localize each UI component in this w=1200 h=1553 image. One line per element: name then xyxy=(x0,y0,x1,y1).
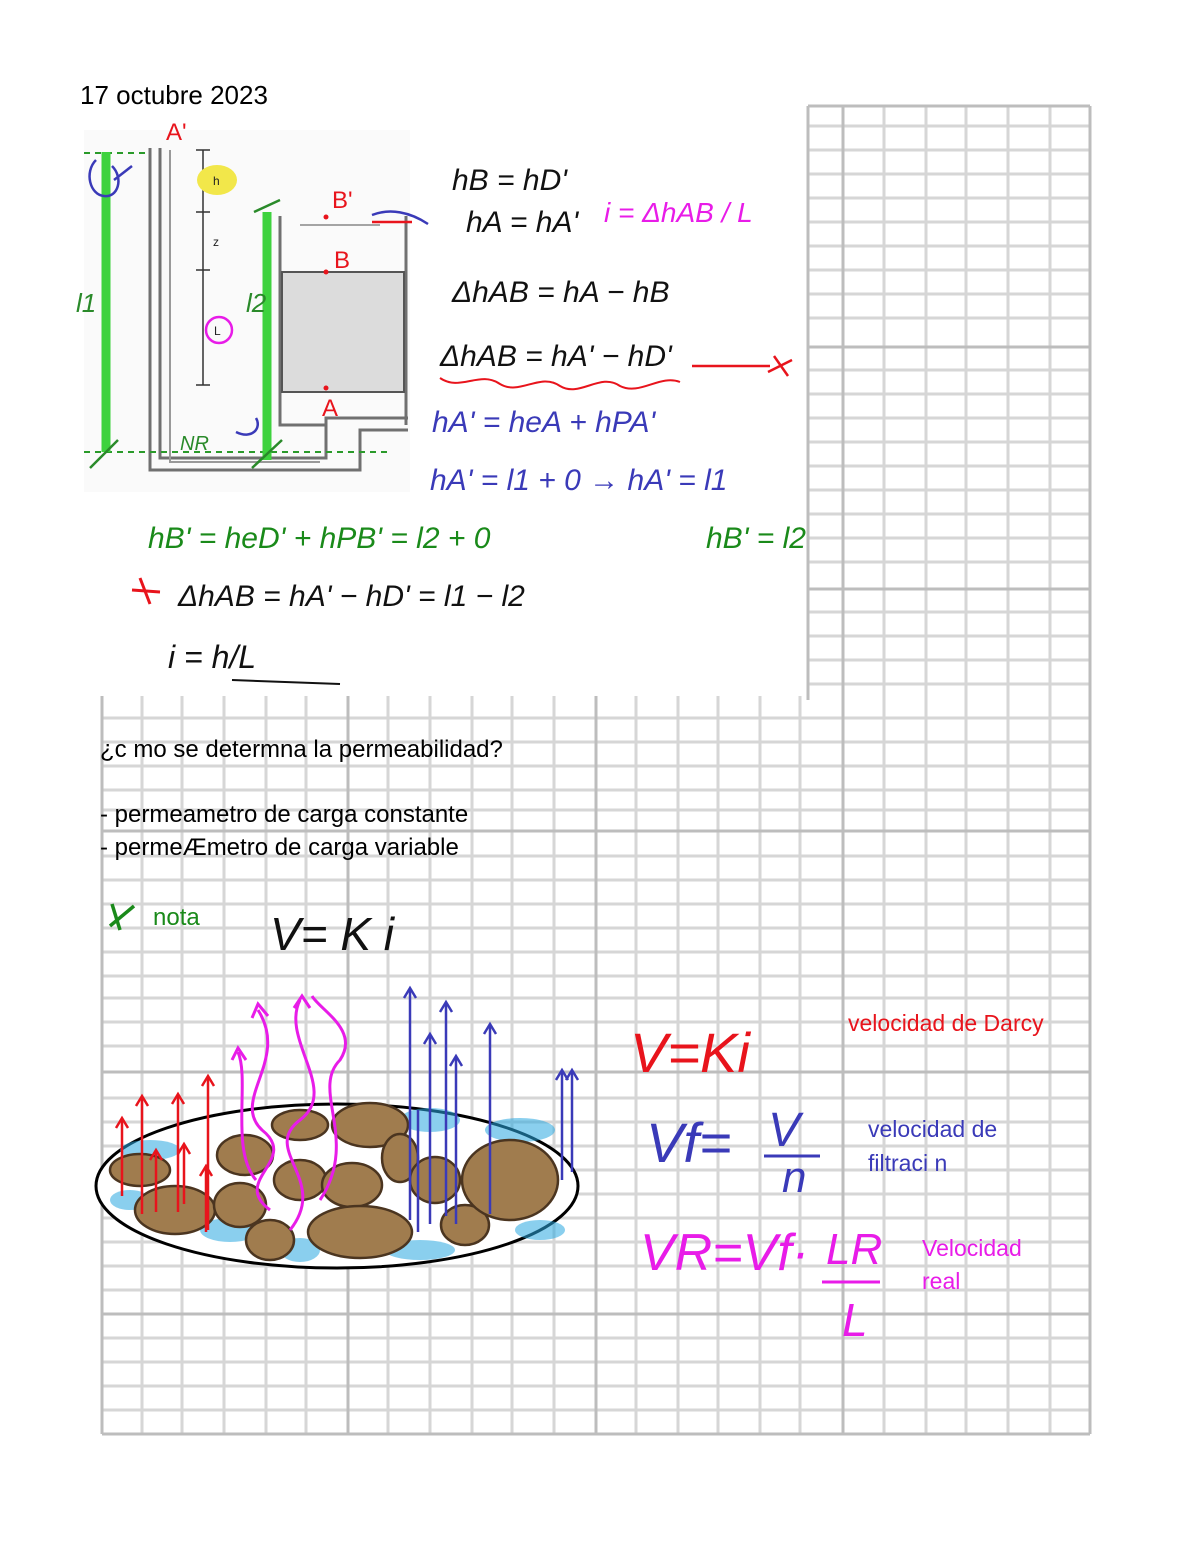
soil-illustration xyxy=(96,988,578,1268)
A-prime-label: A' xyxy=(166,119,187,146)
list-item-variable-head: - permeÆmetro de carga variable xyxy=(100,834,459,861)
page-date: 17 octubre 2023 xyxy=(80,80,268,110)
real-velocity-label: Velocidad xyxy=(922,1235,1022,1261)
real-velocity-label-2: real xyxy=(922,1268,961,1294)
nota-check-icon xyxy=(110,904,134,930)
permeameter-diagram xyxy=(76,119,428,492)
filtration-velocity-label: velocidad de xyxy=(868,1116,998,1142)
l2-label: l2 xyxy=(246,288,267,318)
list-item-constant-head: - permeametro de carga constante xyxy=(100,801,469,828)
eq-ha-l1: hA' = l1 + 0 → hA' = l1 xyxy=(430,464,728,497)
eq-delta-l: ΔhAB = hA' − hD' = l1 − l2 xyxy=(178,580,525,613)
soil-sample xyxy=(282,272,404,392)
eq-hb: hB = hD' xyxy=(452,164,567,197)
z-label: z xyxy=(213,235,219,249)
formula-vf: Vf= xyxy=(646,1111,732,1174)
eq-gradient: i = ΔhAB / L xyxy=(604,197,753,228)
formula-vf-den: n xyxy=(782,1153,807,1202)
nota-label: nota xyxy=(153,904,200,931)
formula-vr-den: L xyxy=(842,1294,868,1346)
eq-i: i = h/L xyxy=(168,639,257,675)
NR-label: NR xyxy=(180,433,209,455)
L-label: L xyxy=(214,324,221,338)
permeability-question: ¿c mo se determna la permeabilidad? xyxy=(100,736,503,763)
darcy-velocity-label: velocidad de Darcy xyxy=(848,1010,1044,1036)
formula-vf-num: V xyxy=(768,1104,801,1157)
eq-hb-l2: hB' = l2 xyxy=(706,522,806,555)
eq-delta-2: ΔhAB = hA' − hD' xyxy=(440,340,672,373)
formula-vr: VR=Vf· xyxy=(640,1224,810,1282)
formula-v-black: V= K i xyxy=(270,908,395,960)
eq-ha-prime: hA' = heA + hPA' xyxy=(432,406,656,439)
B-label: B xyxy=(334,247,351,274)
filtration-velocity-label-2: filtraci n xyxy=(868,1150,948,1176)
eq-hb-prime: hB' = heD' + hPB' = l2 + 0 xyxy=(148,522,491,555)
l1-label: l1 xyxy=(76,288,97,318)
A-label: A xyxy=(322,395,339,422)
formula-vr-num: LR xyxy=(826,1225,883,1274)
grid-upper xyxy=(808,106,1090,700)
formula-v-red: V=Ki xyxy=(630,1021,750,1084)
eq-delta-1: ΔhAB = hA − hB xyxy=(452,276,670,309)
h-label: h xyxy=(213,174,220,188)
eq-ha: hA = hA' xyxy=(466,206,579,239)
B-prime-label: B' xyxy=(332,187,353,214)
